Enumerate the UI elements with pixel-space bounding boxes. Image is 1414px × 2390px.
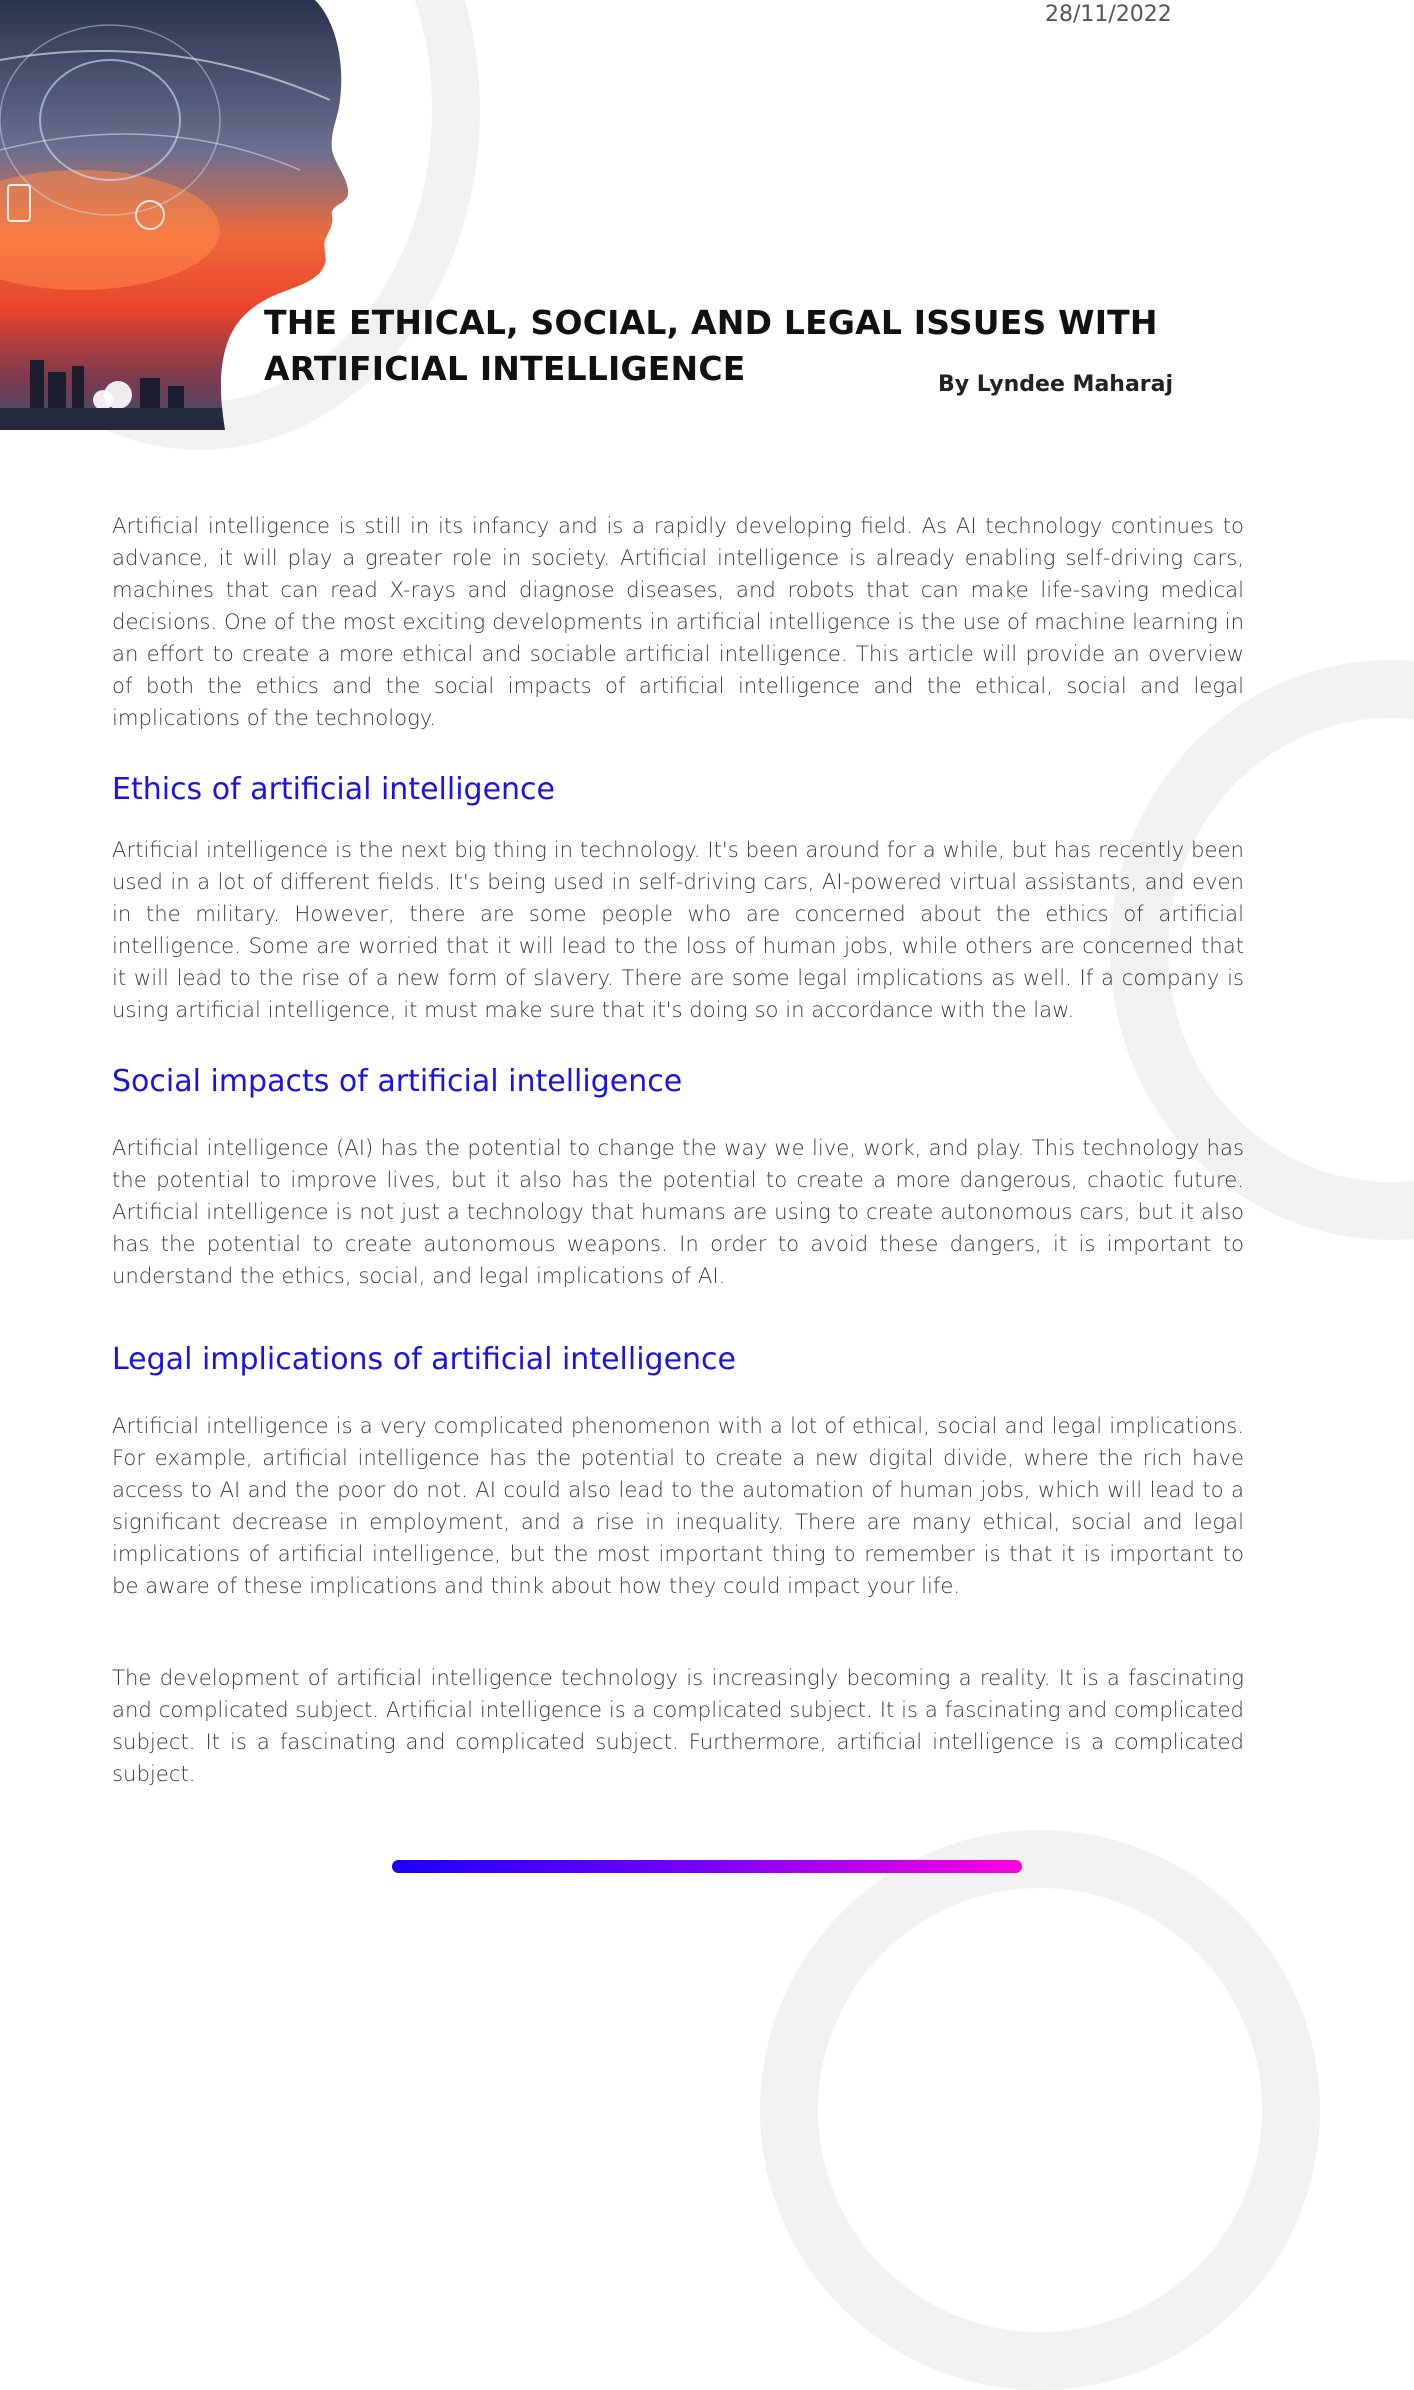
- article-title: THE ETHICAL, SOCIAL, AND LEGAL ISSUES WITH ARTIFICIAL INTELLIGENCE: [264, 303, 1158, 388]
- legal-heading: Legal implications of artificial intelligence: [112, 1342, 737, 1377]
- article-body: [112, 510, 1244, 1790]
- ethics-paragraph: Artificial intelligence is the next big thing in technology. It's been around for a while, but has recently been used in a lot of different fields. It's being used in self-driving cars, AI-powered virtual assistants, and even in the military. However, there are some people who are concerned about the ethics of artificial intelligence. Some are worried that it will lead to the loss of human jobs, while others are concerned that it will lead to the rise of a new form of slavery. There are some legal implications as well. If a company is using artificial intelligence, it must make sure that it's doing so in accordance with the law.: [112, 837, 1244, 1022]
- closing-paragraph: The development of artificial intelligence technology is increasingly becoming a reality. It is a fascinating and complicated subject. Artificial intelligence is a complicated subject. It is a fascinating and complicated subject. It is a fascinating and complicated subject. Furthermore, artificial intelligence is a complicated subject.: [112, 1665, 1244, 1786]
- social-paragraph: Artificial intelligence (AI) has the potential to change the way we live, work, and play. This technology has the potential to improve lives, but it also has the potential to create a more dangerous, chaotic future. Artificial intelligence is not just a technology that humans are using to create autonomous cars, but it also has the potential to create autonomous weapons. In order to avoid these dangers, it is important to understand the ethics, social, and legal implications of AI.: [112, 1135, 1244, 1288]
- ethics-heading: Ethics of artificial intelligence: [112, 772, 556, 807]
- article-date: 28/11/2022: [1045, 2, 1172, 27]
- gradient-divider-bar: [392, 1860, 1022, 1873]
- legal-paragraph: Artificial intelligence is a very complicated phenomenon with a lot of ethical, social and legal implications. For example, artificial intelligence has the potential to create a new digital divide, where the rich have access to AI and the poor do not. AI could also lead to the automation of human jobs, which will lead to a significant decrease in employment, and a rise in inequality. There are many ethical, social and legal implications of artificial intelligence, but the most important thing to remember is that it is important to be aware of these implications and think about how they could impact your life.: [112, 1413, 1244, 1598]
- author-byline: By Lyndee Maharaj: [938, 372, 1174, 397]
- social-heading: Social impacts of artificial intelligence: [112, 1064, 683, 1099]
- intro-paragraph: Artificial intelligence is still in its infancy and is a rapidly developing field. As AI technology continues to advance, it will play a greater role in society. Artificial intelligence is already enabling self-driving cars, machines that can read X-rays and diagnose diseases, and robots that can make life-saving medical decisions. One of the most exciting developments in artificial intelligence is the use of machine learning in an effort to create a more ethical and sociable artificial intelligence. This article will provide an overview of both the ethics and the social impacts of artificial intelligence and the ethical, social and legal implications of the technology.: [112, 513, 1244, 730]
- decorative-ring-bottom: [760, 1830, 1320, 2390]
